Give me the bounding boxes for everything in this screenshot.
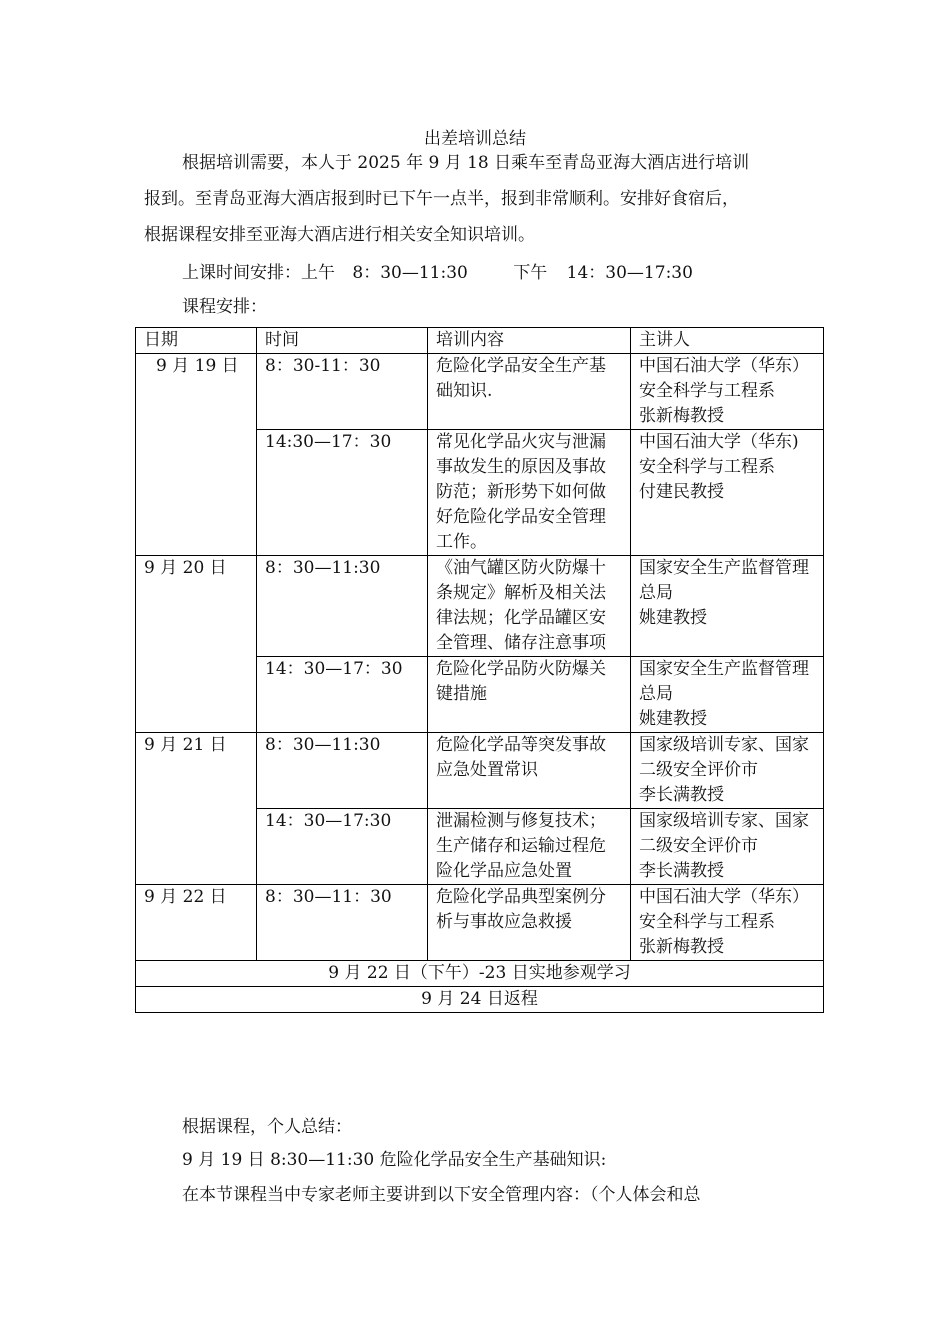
table-footer-row — [136, 987, 824, 1013]
table-header-row — [136, 328, 824, 354]
table-row — [136, 556, 824, 657]
footer-return: 9 月 24 日返程 — [136, 987, 824, 1013]
row-date: 9 月 19 日 — [136, 354, 257, 556]
schedule-afternoon: 14：30—17:30 — [566, 263, 693, 283]
row-speaker: 中国石油大学（华东)安全科学与工程系 付建民教授 — [631, 430, 824, 556]
course-label: 课程安排： — [182, 297, 267, 317]
row-time: 8：30—11:30 — [257, 733, 428, 809]
intro-line-1: 根据培训需要，本人于 2025 年 9 月 18 日乘车至青岛亚海大酒店进行培训 — [182, 153, 750, 173]
row-time: 8：30—11:30 — [257, 556, 428, 657]
row-content: 危险化学品典型案例分析与事故应急救援 — [428, 885, 631, 961]
class-schedule-line — [182, 258, 693, 283]
row-content: 危险化学品防火防爆关键措施 — [428, 657, 631, 733]
intro-line-2: 报到。至青岛亚海大酒店报到时已下午一点半，报到非常顺利。安排好食宿后， — [144, 189, 739, 209]
row-date: 9 月 20 日 — [136, 556, 257, 733]
row-time: 14:30—17：30 — [257, 430, 428, 556]
intro-line-3: 根据课程安排至亚海大酒店进行相关安全知识培训。 — [144, 225, 535, 245]
row-content: 危险化学品等突发事故应急处置常识 — [428, 733, 631, 809]
header-speaker: 主讲人 — [631, 328, 824, 354]
header-time: 时间 — [257, 328, 428, 354]
summary-subheading: 9 月 19 日 8:30—11:30 危险化学品安全生产基础知识: — [182, 1150, 607, 1170]
schedule-label: 上课时间安排：上午 — [182, 263, 335, 283]
row-speaker: 国家级培训专家、国家二级安全评价市 李长满教授 — [631, 809, 824, 885]
row-speaker: 中国石油大学（华东）安全科学与工程系 张新梅教授 — [631, 885, 824, 961]
document-title: 出差培训总结 — [424, 129, 526, 149]
table-row — [136, 885, 824, 961]
row-date: 9 月 22 日 — [136, 885, 257, 961]
footer-visit: 9 月 22 日（下午）-23 日实地参观学习 — [136, 961, 824, 987]
row-time: 8：30-11：30 — [257, 354, 428, 430]
summary-text: 在本节课程当中专家老师主要讲到以下安全管理内容：（个人体会和总 — [182, 1185, 701, 1205]
table-row — [136, 733, 824, 809]
row-time: 14：30—17：30 — [257, 657, 428, 733]
header-content: 培训内容 — [428, 328, 631, 354]
row-content: 常见化学品火灾与泄漏事故发生的原因及事故防范；新形势下如何做好危险化学品安全管理工作。 — [428, 430, 631, 556]
row-date: 9 月 21 日 — [136, 733, 257, 885]
row-content: 危险化学品安全生产基础知识. — [428, 354, 631, 430]
course-table — [135, 327, 824, 1013]
row-time: 14：30—17:30 — [257, 809, 428, 885]
row-time: 8：30—11：30 — [257, 885, 428, 961]
row-speaker: 国家级培训专家、国家二级安全评价市 李长满教授 — [631, 733, 824, 809]
summary-heading: 根据课程，个人总结： — [182, 1117, 352, 1137]
row-content: 《油气罐区防火防爆十条规定》解析及相关法律法规；化学品罐区安全管理、储存注意事项 — [428, 556, 631, 657]
table-footer-row — [136, 961, 824, 987]
row-content: 泄漏检测与修复技术；生产储存和运输过程危险化学品应急处置 — [428, 809, 631, 885]
row-speaker: 国家安全生产监督管理总局 姚建教授 — [631, 556, 824, 657]
schedule-morning: 8：30—11:30 — [352, 263, 468, 283]
table-row — [136, 354, 824, 430]
schedule-afternoon-label: 下午 — [513, 263, 548, 283]
row-speaker: 中国石油大学（华东）安全科学与工程系 张新梅教授 — [631, 354, 824, 430]
intro-paragraph — [144, 145, 824, 253]
row-speaker: 国家安全生产监督管理总局 姚建教授 — [631, 657, 824, 733]
header-date: 日期 — [136, 328, 257, 354]
